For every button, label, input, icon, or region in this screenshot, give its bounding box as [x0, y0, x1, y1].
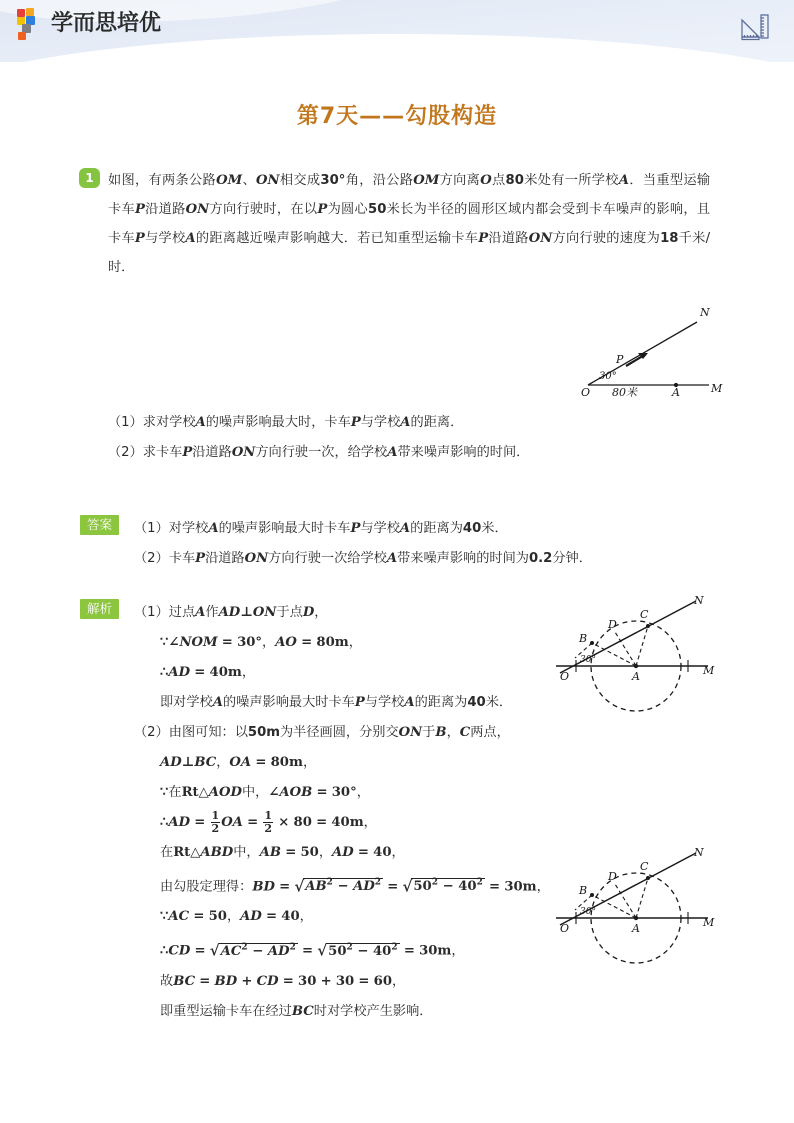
fig2-label-N: N — [694, 596, 704, 607]
analysis-p1-line1: ∵∠NOM = 30°，AO = 80m， — [160, 635, 362, 650]
fig1-label-distance: 80米 — [612, 386, 637, 399]
analysis-p1-line2: ∴AD = 40m， — [160, 665, 256, 680]
sub-question-1: （1）求对学校A的噪声影响最大时，卡车P与学校A的距离． — [108, 415, 464, 430]
question-block — [80, 166, 710, 282]
fig1-label-angle: 30° — [599, 371, 617, 382]
sub-question-2: （2）求卡车P沿道路ON方向行驶一次，给学校A带来噪声影响的时间． — [108, 445, 530, 460]
fig3-label-A: A — [632, 922, 640, 935]
analysis-p2-line5: 由勾股定理得：BD = $√AB^2 - AD^2 = √50^2 - 40^2 = 30m$， — [160, 877, 550, 896]
fig1-label-M: M — [711, 382, 723, 395]
fig2-label-D: D — [608, 618, 617, 631]
xueersi-blocks-logo-icon — [14, 8, 44, 40]
answer-label: 答案 — [80, 515, 119, 535]
fig3-label-angle: 30° — [580, 907, 596, 917]
figure-circle-diagram-1 — [548, 596, 718, 725]
fig3-label-C: C — [640, 860, 649, 873]
brand — [14, 8, 161, 40]
answer-line-2: （2）卡车P沿道路ON方向行驶一次给学校A带来噪声影响的时间为0.2分钟． — [134, 551, 592, 566]
fig2-label-M: M — [703, 664, 715, 677]
analysis-p1-line3: 即对学校A的噪声影响最大时卡车P与学校A的距离为40米． — [160, 695, 513, 710]
fig1-label-P: P — [616, 353, 624, 366]
figure-circle-diagram-2 — [548, 846, 718, 980]
fig2-label-angle: 30° — [580, 655, 596, 665]
analysis-label: 解析 — [80, 599, 119, 619]
analysis-p2-line6: ∵AC = 50，AD = 40， — [160, 909, 313, 925]
fig3-label-N: N — [694, 846, 704, 859]
answer-section — [80, 514, 710, 574]
fig2-label-O: O — [560, 670, 570, 683]
answer-body — [134, 514, 710, 574]
analysis-p2-line4: 在Rt△ABD中，AB = 50，AD = 40， — [160, 845, 405, 860]
page-title: 第7天——勾股构造 — [296, 104, 498, 129]
fig3-label-M: M — [703, 916, 715, 929]
fig2-label-B: B — [579, 632, 588, 645]
fig3-label-O: O — [560, 922, 570, 935]
fig3-label-D: D — [608, 870, 617, 883]
analysis-p1-head: （1）过点A作AD⊥ON于点D， — [134, 605, 328, 620]
page-header — [0, 0, 794, 62]
analysis-p2-head: （2）由图可知：以50m为半径画圆，分别交ON于B，C两点， — [134, 725, 510, 740]
analysis-p2-line2: ∵在Rt△AOD中，∠AOB = 30°， — [160, 785, 370, 800]
answer-line-1: （1）对学校A的噪声影响最大时卡车P与学校A的距离为40米． — [134, 521, 508, 536]
analysis-p2-line1: AD⊥BC，OA = 80m， — [160, 755, 317, 770]
brand-name: 学而思培优 — [51, 11, 162, 36]
question-stem: 如图，有两条公路OM、ON相交成30°角，沿公路OM方向离O点80米处有一所学校A．当重型运输卡车P沿道路ON方向行驶时，在以P为圆心50米长为半径的圆形区域内都会受到卡车噪声的影响，且卡车P与学校A的距离越近噪声影响越大．若已知重型运输卡车P沿道路ON方向行驶的速度为18千米/时． — [108, 173, 711, 275]
fig1-label-O: O — [581, 386, 591, 399]
question-number-badge: 1 — [79, 168, 100, 188]
fig3-label-B: B — [579, 884, 588, 897]
analysis-p2-line3: ∴AD = $\frac{1}{2}$ OA = $\frac{1}{2}$ × 80 = 40m， — [160, 809, 377, 835]
fig2-label-A: A — [632, 670, 640, 683]
fig1-label-N: N — [700, 306, 710, 319]
analysis-p2-line7: ∴CD = $√AC^2 - AD^2 = √50^2 - 40^2 = 30m$， — [160, 941, 465, 960]
analysis-p2-line8: 故BC = BD + CD = 30 + 30 = 60， — [160, 973, 406, 989]
figure-angle-diagram — [564, 300, 724, 404]
fig2-label-C: C — [640, 608, 649, 621]
analysis-p2-line9: 即重型运输卡车在经过BC时对学校产生影响． — [160, 1003, 433, 1019]
fig1-label-A: A — [672, 386, 680, 399]
ruler-set-square-icon — [738, 10, 772, 48]
